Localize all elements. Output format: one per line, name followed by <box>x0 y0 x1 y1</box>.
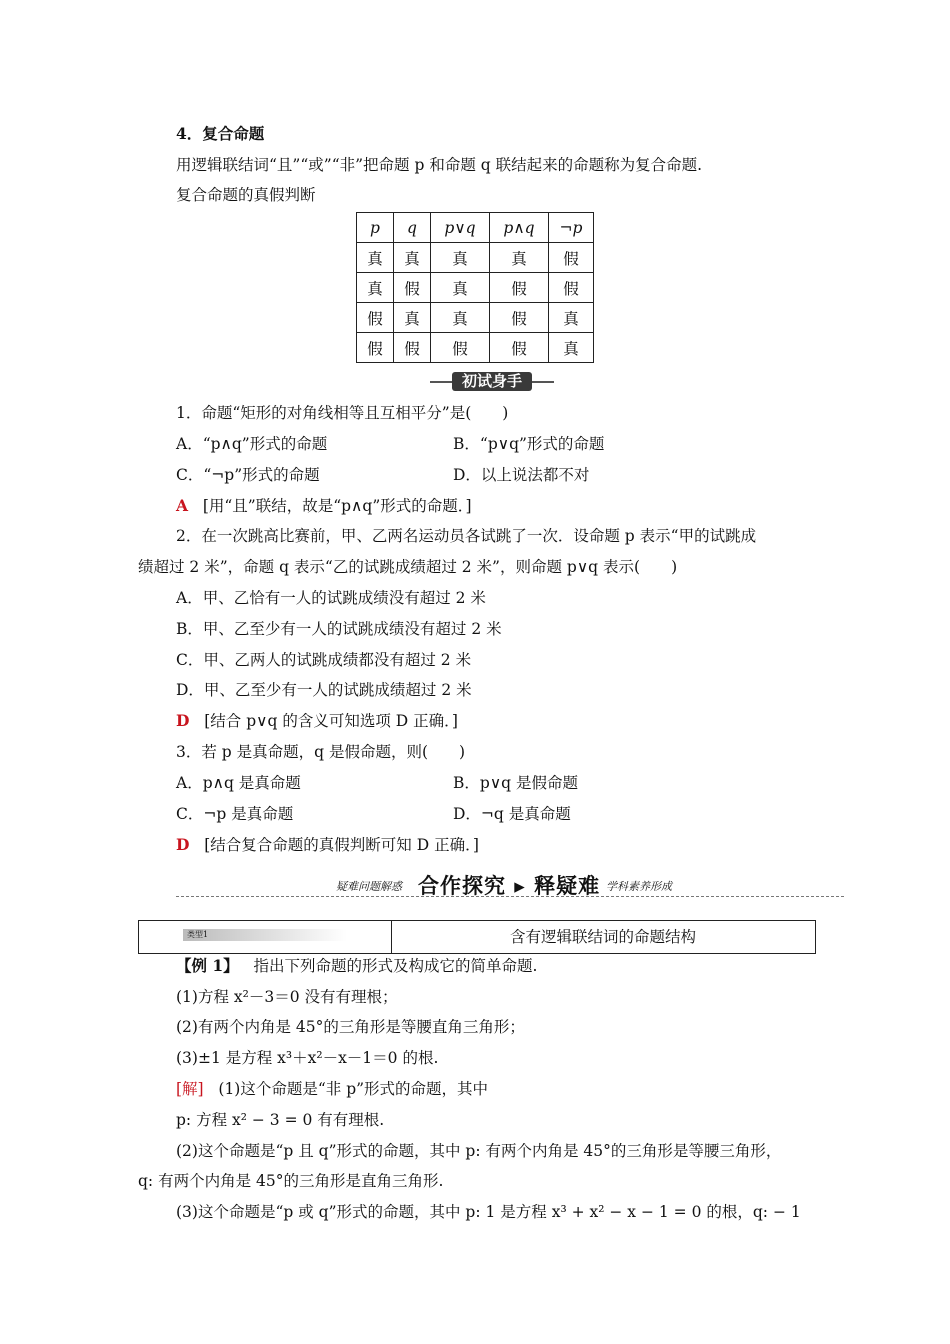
practice-banner <box>430 372 554 392</box>
truth-table <box>356 212 594 363</box>
question-stem: 2．在一次跳高比赛前，甲、乙两名运动员各试跳了一次．设命题 p 表示“甲的试跳成 <box>176 527 757 545</box>
option-d: D．以上说法都不对 <box>453 466 590 484</box>
table-cell: 真 <box>394 243 431 273</box>
question-stem: 3．若 p 是真命题，q 是假命题，则( ) <box>176 743 466 761</box>
table-header-row <box>357 213 594 243</box>
section-header-left: 疑难问题解惑 <box>336 880 402 893</box>
answer-explanation: [结合 p∨q 的含义可知选项 D 正确．] <box>204 712 458 730</box>
option-a: A．甲、乙恰有一人的试跳成绩没有超过 2 米 <box>176 589 486 607</box>
option-a: A．“p∧q”形式的命题 <box>176 435 328 453</box>
option-b: B．p∨q 是假命题 <box>453 774 579 792</box>
table-cell: 真 <box>431 303 490 333</box>
solution-text: (1)这个命题是“非 p”形式的命题，其中 <box>218 1080 489 1098</box>
table-cell: 真 <box>357 273 394 303</box>
section-heading: 4．复合命题 <box>176 124 265 143</box>
section-header-title: 合作探究 ▸ 释疑难 <box>418 874 601 898</box>
answer-line <box>176 711 458 731</box>
solution-text: p: 方程 x² − 3 = 0 有有理根. <box>176 1111 385 1129</box>
solution-label: [解] <box>176 1080 204 1098</box>
section-text: 复合命题的真假判断 <box>176 186 316 204</box>
section-divider <box>176 896 844 897</box>
table-cell: 假 <box>357 333 394 363</box>
table-cell: 真 <box>431 273 490 303</box>
table-cell: 假 <box>549 273 594 303</box>
type-tag: 类型1 <box>183 929 347 941</box>
table-cell: 真 <box>431 243 490 273</box>
option-b: B．甲、乙至少有一人的试跳成绩没有超过 2 米 <box>176 620 502 638</box>
answer-letter: D <box>176 835 190 854</box>
table-header-cell: q <box>394 213 431 243</box>
table-cell: 假 <box>549 243 594 273</box>
banner-rule <box>430 381 452 383</box>
answer-line <box>176 496 472 516</box>
solution-line <box>176 1079 488 1099</box>
solution-text: (3)这个命题是“p 或 q”形式的命题，其中 p: 1 是方程 x³ + x² − x − 1 = 0 的根，q: − 1 <box>176 1203 801 1221</box>
answer-letter: A <box>176 496 189 515</box>
solution-text: q: 有两个内角是 45°的三角形是直角三角形. <box>138 1172 444 1190</box>
example-item: (1)方程 x²－3＝0 没有有理根； <box>176 988 398 1006</box>
table-cell: 真 <box>357 243 394 273</box>
table-cell: 假 <box>431 333 490 363</box>
table-cell: 假 <box>357 303 394 333</box>
question-stem: 1．命题“矩形的对角线相等且互相平分”是( ) <box>176 404 509 422</box>
table-row <box>357 243 594 273</box>
answer-explanation: [结合复合命题的真假判断可知 D 正确．] <box>204 836 479 854</box>
banner-label: 初试身手 <box>452 372 532 391</box>
example-prompt: 指出下列命题的形式及构成它的简单命题. <box>253 957 538 975</box>
example-label: 【例 1】 <box>176 956 239 975</box>
table-header-cell: p∨q <box>431 213 490 243</box>
section-header <box>176 868 844 902</box>
example-line <box>176 956 537 976</box>
type-title: 含有逻辑联结词的命题结构 <box>509 928 696 946</box>
table-cell: 真 <box>490 243 549 273</box>
table-row <box>357 303 594 333</box>
example-item: (3)±1 是方程 x³＋x²－x－1＝0 的根. <box>176 1049 439 1067</box>
table-header-cell: p∧q <box>490 213 549 243</box>
table-cell: 假 <box>490 333 549 363</box>
table-cell: 假 <box>490 303 549 333</box>
table-cell: 真 <box>549 303 594 333</box>
section-text: 用逻辑联结词“且”“或”“非”把命题 p 和命题 q 联结起来的命题称为复合命题. <box>176 156 703 174</box>
option-c: C．¬p 是真命题 <box>176 805 294 823</box>
example-item: (2)有两个内角是 45°的三角形是等腰直角三角形； <box>176 1018 525 1036</box>
table-row <box>357 333 594 363</box>
table-header-cell: ¬p <box>549 213 594 243</box>
answer-explanation: [用“且”联结，故是“p∧q”形式的命题．] <box>202 497 472 515</box>
table-cell: 假 <box>490 273 549 303</box>
table-cell: 假 <box>394 273 431 303</box>
table-row <box>357 273 594 303</box>
solution-text: (2)这个命题是“p 且 q”形式的命题，其中 p: 有两个内角是 45°的三角形是等腰三角形， <box>176 1142 782 1160</box>
option-c: C．甲、乙两人的试跳成绩都没有超过 2 米 <box>176 651 472 669</box>
answer-line <box>176 835 479 855</box>
table-cell: 真 <box>394 303 431 333</box>
option-d: D．甲、乙至少有一人的试跳成绩超过 2 米 <box>176 681 472 699</box>
answer-letter: D <box>176 711 190 730</box>
section-header-right: 学科素养形成 <box>606 880 672 893</box>
banner-rule <box>532 381 554 383</box>
table-cell: 真 <box>549 333 594 363</box>
option-d: D．¬q 是真命题 <box>453 805 571 823</box>
question-stem: 绩超过 2 米”，命题 q 表示“乙的试跳成绩超过 2 米”，则命题 p∨q 表示( ) <box>138 558 678 576</box>
type-box <box>138 920 816 954</box>
option-c: C．“¬p”形式的命题 <box>176 466 320 484</box>
option-b: B．“p∨q”形式的命题 <box>453 435 605 453</box>
option-a: A．p∧q 是真命题 <box>176 774 301 792</box>
table-header-cell: p <box>357 213 394 243</box>
table-cell: 假 <box>394 333 431 363</box>
